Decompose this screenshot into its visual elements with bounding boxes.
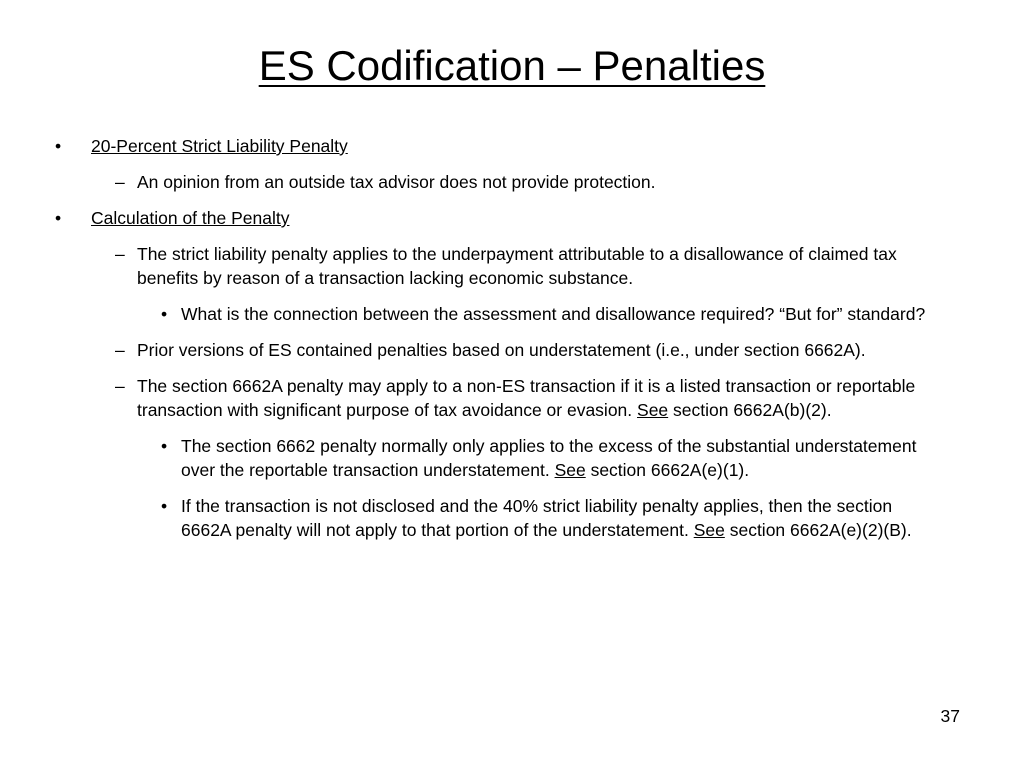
sub-sub-item-text: The section 6662 penalty normally only applies to the excess of the substantial understatement over the reportable transaction understatement. — [181, 436, 917, 480]
bullet-marker: • — [161, 496, 168, 516]
sub-item-text: An opinion from an outside tax advisor does not provide protection. — [137, 172, 656, 192]
sub-sub-item-citation: section 6662A(e)(1). — [585, 460, 750, 480]
bullet-item — [55, 134, 964, 158]
bullet-marker: • — [161, 436, 168, 456]
sub-item-text: The section 6662A penalty may apply to a non-ES transaction if it is a listed transaction or reportable transaction with significant purpose of tax avoidance or evasion. — [137, 376, 916, 420]
sub-item — [115, 170, 944, 194]
sub-sub-item — [161, 302, 944, 326]
dash-marker: – — [115, 376, 125, 396]
sub-item — [115, 338, 944, 362]
sub-sub-item-text: What is the connection between the assessment and disallowance required? “But for” standard? — [181, 304, 926, 324]
see-reference: See — [693, 520, 725, 540]
bullet-marker: • — [55, 208, 62, 228]
sub-item-text: The strict liability penalty applies to the underpayment attributable to a disallowance of claimed tax benefits by reason of a transaction lacking economic substance. — [137, 244, 897, 288]
bullet-item — [55, 206, 964, 230]
page-number: 37 — [940, 706, 960, 726]
sub-sub-item — [161, 434, 944, 482]
bullet-heading: 20-Percent Strict Liability Penalty — [91, 136, 348, 156]
sub-sub-item — [161, 494, 944, 542]
sub-sub-item-citation: section 6662A(e)(2)(B). — [724, 520, 912, 540]
bullet-marker: • — [161, 304, 168, 324]
sub-item — [115, 374, 944, 422]
slide-body — [0, 134, 1024, 554]
slide-title: ES Codification – Penalties — [258, 42, 766, 89]
bullet-marker: • — [55, 136, 62, 156]
dash-marker: – — [115, 340, 125, 360]
bullet-heading: Calculation of the Penalty — [91, 208, 290, 228]
see-reference: See — [637, 400, 669, 420]
sub-sub-item-text: If the transaction is not disclosed and the 40% strict liability penalty applies, then the section 6662A penalty will not apply to that portion of the understatement. — [181, 496, 893, 540]
see-reference: See — [554, 460, 586, 480]
sub-item-text: Prior versions of ES contained penalties based on understatement (i.e., under section 6662A). — [137, 340, 866, 360]
sub-item-citation: section 6662A(b)(2). — [668, 400, 832, 420]
dash-marker: – — [115, 244, 125, 264]
dash-marker: – — [115, 172, 125, 192]
sub-item — [115, 242, 944, 290]
